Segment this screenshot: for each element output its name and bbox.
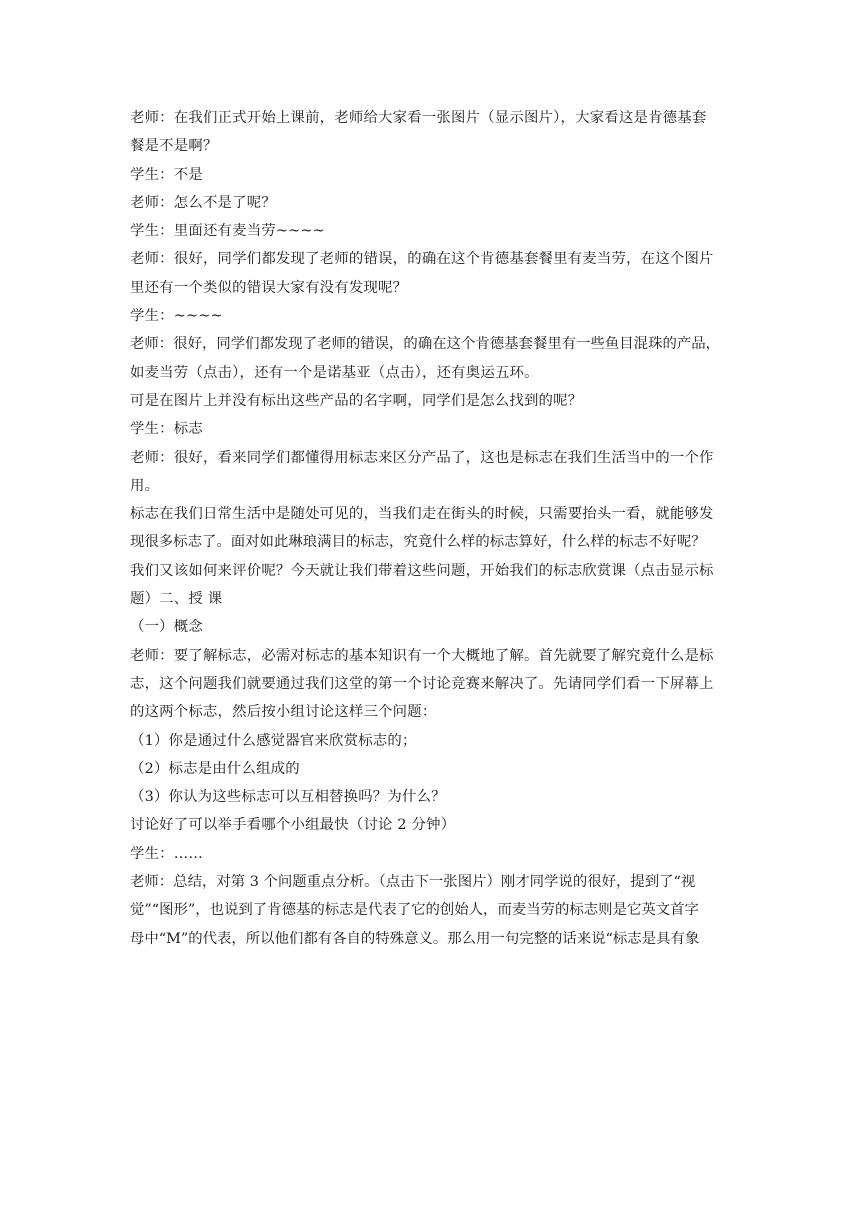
text-line: 现很多标志了。面对如此琳琅满目的标志，究竟什么样的标志算好，什么样的标志不好呢？	[130, 534, 706, 551]
text-line: 如麦当劳（点击），还有一个是诺基亚（点击），还有奥运五环。	[130, 364, 539, 381]
text-line: 觉”“图形”，也说到了肯德基的标志是代表了它的创始人，而麦当劳的标志则是它英文首字	[130, 902, 699, 919]
text-line: 学生：标志	[130, 421, 203, 438]
section-heading: （一）概念	[130, 619, 203, 636]
text-line: 用。	[130, 477, 160, 494]
list-item: （2）标志是由什么组成的	[130, 760, 300, 777]
text-line: 学生：~~~~	[130, 308, 223, 325]
text-line: 题）二、授 课	[130, 591, 223, 608]
text-line: 老师：要了解标志，必需对标志的基本知识有一个大概地了解。首先就要了解究竟什么是标	[130, 647, 714, 664]
text-line: 讨论好了可以举手看哪个小组最快（讨论 2 分钟）	[130, 817, 456, 834]
text-line: 里还有一个类似的错误大家有没有发现呢？	[130, 279, 408, 296]
text-line: 可是在图片上并没有标出这些产品的名字啊，同学们是怎么找到的呢？	[130, 392, 583, 409]
list-item: （1）你是通过什么感觉器官来欣赏标志的；	[130, 732, 417, 749]
text-line: 老师：在我们正式开始上课前，老师给大家看一张图片（显示图片），大家看这是肯德基套	[130, 110, 707, 126]
text-line: 我们又该如何来评价呢？今天就让我们带着这些问题，开始我们的标志欣赏课（点击显示标	[130, 562, 714, 579]
text-line: 学生：里面还有麦当劳~~~~	[130, 223, 325, 240]
text-line: 餐是不是啊？	[130, 138, 218, 155]
text-line: 学生：不是	[130, 166, 203, 183]
text-line: 老师：很好，同学们都发现了老师的错误，的确在这个肯德基套餐里有一些鱼目混珠的产品，	[130, 336, 721, 353]
text-line: 老师：总结，对第 3 个问题重点分析。（点击下一张图片）刚才同学说的很好，提到了“视	[130, 874, 696, 891]
text-line: 的这两个标志，然后按小组讨论这样三个问题：	[130, 704, 437, 721]
list-item: （3）你认为这些标志可以互相替换吗？为什么？	[130, 789, 446, 806]
text-line: 志，这个问题我们就要通过我们这堂的第一个讨论竞赛来解决了。先请同学们看一下屏幕上	[130, 675, 714, 692]
text-line: 老师：很好，同学们都发现了老师的错误，的确在这个肯德基套餐里有麦当劳，在这个图片	[130, 251, 714, 268]
text-line: 老师：很好，看来同学们都懂得用标志来区分产品了，这也是标志在我们生活当中的一个作	[130, 449, 714, 466]
text-line: 母中“M”的代表，所以他们都有各自的特殊意义。那么用一句完整的话来说“标志是具有象	[130, 930, 700, 947]
text-line: 学生：……	[130, 845, 203, 862]
document-body	[130, 104, 730, 953]
text-line: 标志在我们日常生活中是随处可见的，当我们走在街头的时候，只需要抬头一看，就能够发	[130, 506, 714, 523]
text-line: 老师：怎么不是了呢？	[130, 194, 276, 211]
